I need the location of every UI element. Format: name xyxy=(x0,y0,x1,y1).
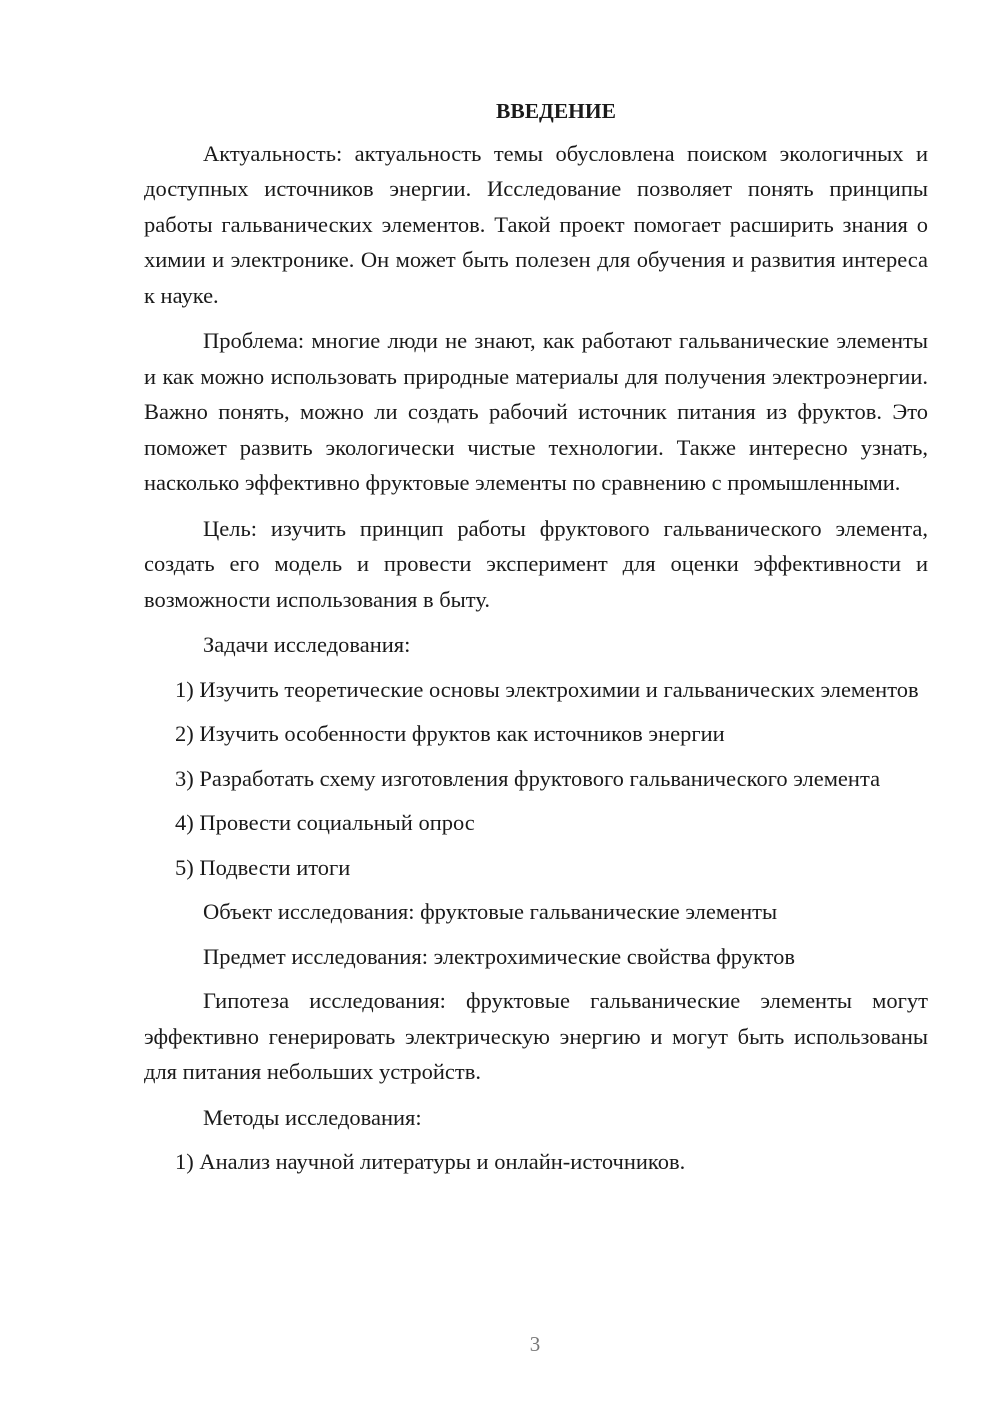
problem-paragraph: Проблема: многие люди не знают, как работают гальванические элементы и как можно использовать природные материалы для получения электроэнергии. Важно понять, можно ли создать рабочий источник питания из фруктов. Это поможет развить экологически чистые технологии. Также интересно узнать, насколько эффективно фруктовые элементы по сравнению с промышленными. xyxy=(144,328,928,495)
task-item: 4) Провести социальный опрос xyxy=(175,810,475,835)
tasks-title: Задачи исследования: xyxy=(203,632,411,657)
research-object: Объект исследования: фруктовые гальванические элементы xyxy=(203,899,778,924)
section-heading: ВВЕДЕНИЕ xyxy=(496,99,616,123)
task-item: 5) Подвести итоги xyxy=(175,854,351,880)
goal-paragraph: Цель: изучить принцип работы фруктового гальванического элемента, создать его модель и провести эксперимент для оценки эффективности и возможности использования в быту. xyxy=(144,515,928,612)
hypothesis-paragraph: Гипотеза исследования: фруктовые гальванические элементы могут эффективно генерировать электрическую энергию и могут быть использованы для питания небольших устройств. xyxy=(144,988,928,1084)
task-item: 2) Изучить особенности фруктов как источников энергии xyxy=(175,721,725,746)
relevance-paragraph: Актуальность: актуальность темы обусловлена поиском экологичных и доступных источников энергии. Исследование позволяет понять принципы работы гальванических элементов. Такой проект помогает расширить знания о химии и электронике. Он может быть полезен для обучения и развития интереса к науке. xyxy=(144,140,928,308)
page-number: 3 xyxy=(529,1332,541,1356)
method-item: 1) Анализ научной литературы и онлайн-источников. xyxy=(175,1149,686,1174)
task-item: 1) Изучить теоретические основы электрохимии и гальванических элементов xyxy=(175,676,919,702)
task-item: 3) Разработать схему изготовления фруктового гальванического элемента xyxy=(175,765,881,791)
research-subject: Предмет исследования: электрохимические свойства фруктов xyxy=(203,943,796,969)
page-body xyxy=(144,94,928,1189)
methods-title: Методы исследования: xyxy=(203,1104,422,1130)
